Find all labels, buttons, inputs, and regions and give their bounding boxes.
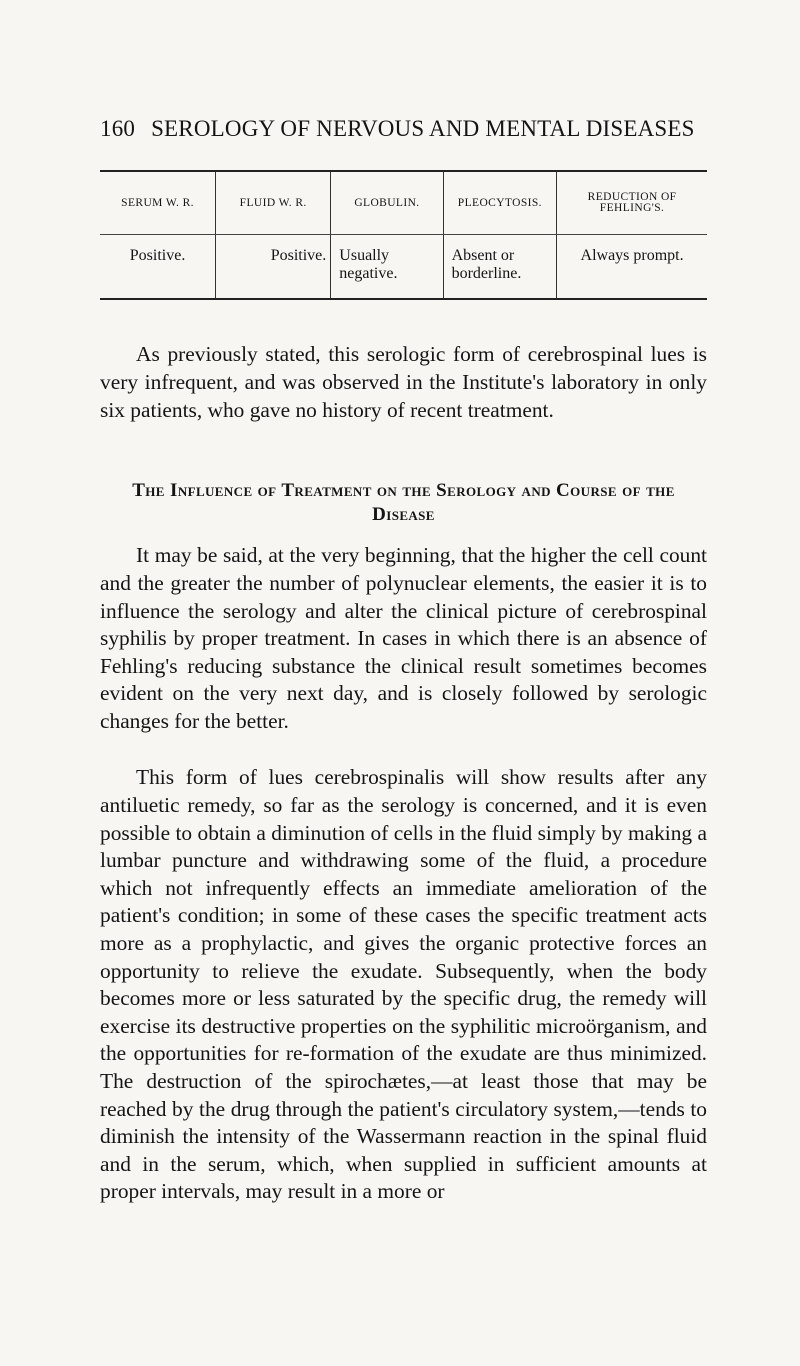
- header-globulin: GLOBULIN.: [331, 171, 443, 235]
- header-fluid-wr: FLUID W. R.: [216, 171, 331, 235]
- cell-fehling-reduction: Always prompt.: [557, 235, 707, 299]
- paragraph-2: It may be said, at the very beginning, that the higher the cell count and the greater the number of polynuclear elements, the easier it is to influence the serology and alter the clinical picture of cerebrospinal syphilis by proper treatment. In cases in which there is an absence of Fehling's reducing substance the clinical result sometimes becomes evident on the very next day, and is closely followed by serologic changes for the better.: [100, 543, 707, 733]
- running-title: SEROLOGY OF NERVOUS AND MENTAL DISEASES: [151, 116, 695, 141]
- section-heading: The Influence of Treatment on the Serology and Course of the Disease: [132, 479, 675, 525]
- running-header: [100, 116, 720, 142]
- cell-globulin: Usually negative.: [331, 235, 443, 299]
- paragraph-1: As previously stated, this serologic form of cerebrospinal lues is very infrequent, and was observed in the Institute's laboratory in only six patients, who gave no history of recent treatment.: [100, 342, 707, 422]
- page-number: 160: [100, 116, 136, 141]
- table-row: [100, 235, 707, 299]
- paragraph-3: This form of lues cerebrospinalis will show results after any antiluetic remedy, so far as the serology is concerned, and it is even possible to obtain a diminution of cells in the fluid simply by making a lumbar puncture and withdrawing some of the fluid, a procedure which not infrequently effects an immediate amelioration of the patient's condition; in some of these cases the specific treatment acts more as a prophylactic, and gives the organic protective forces an opportunity to relieve the exudate. Subsequently, when the body becomes more or less saturated by the specific drug, the remedy will exercise its destructive properties on the syphilitic microörganism, and the opportunities for re-formation of the exudate are thus minimized. The destruction of the spirochætes,—at least those that may be reached by the drug through the patient's circulatory system,—tends to diminish the intensity of the Wassermann reaction in the spinal fluid and in the serum, which, when supplied in sufficient amounts at proper intervals, may result in a more or: [100, 765, 707, 1204]
- header-serum-wr: SERUM W. R.: [100, 171, 216, 235]
- cell-pleocytosis: Absent or borderline.: [443, 235, 557, 299]
- cell-fluid-wr: Positive.: [216, 235, 331, 299]
- serology-table: [100, 170, 707, 300]
- header-fehling-reduction: REDUCTION OF FEHLING'S.: [557, 171, 707, 235]
- header-pleocytosis: PLEOCYTOSIS.: [443, 171, 557, 235]
- table-header-row: [100, 171, 707, 235]
- cell-serum-wr: Positive.: [129, 247, 186, 264]
